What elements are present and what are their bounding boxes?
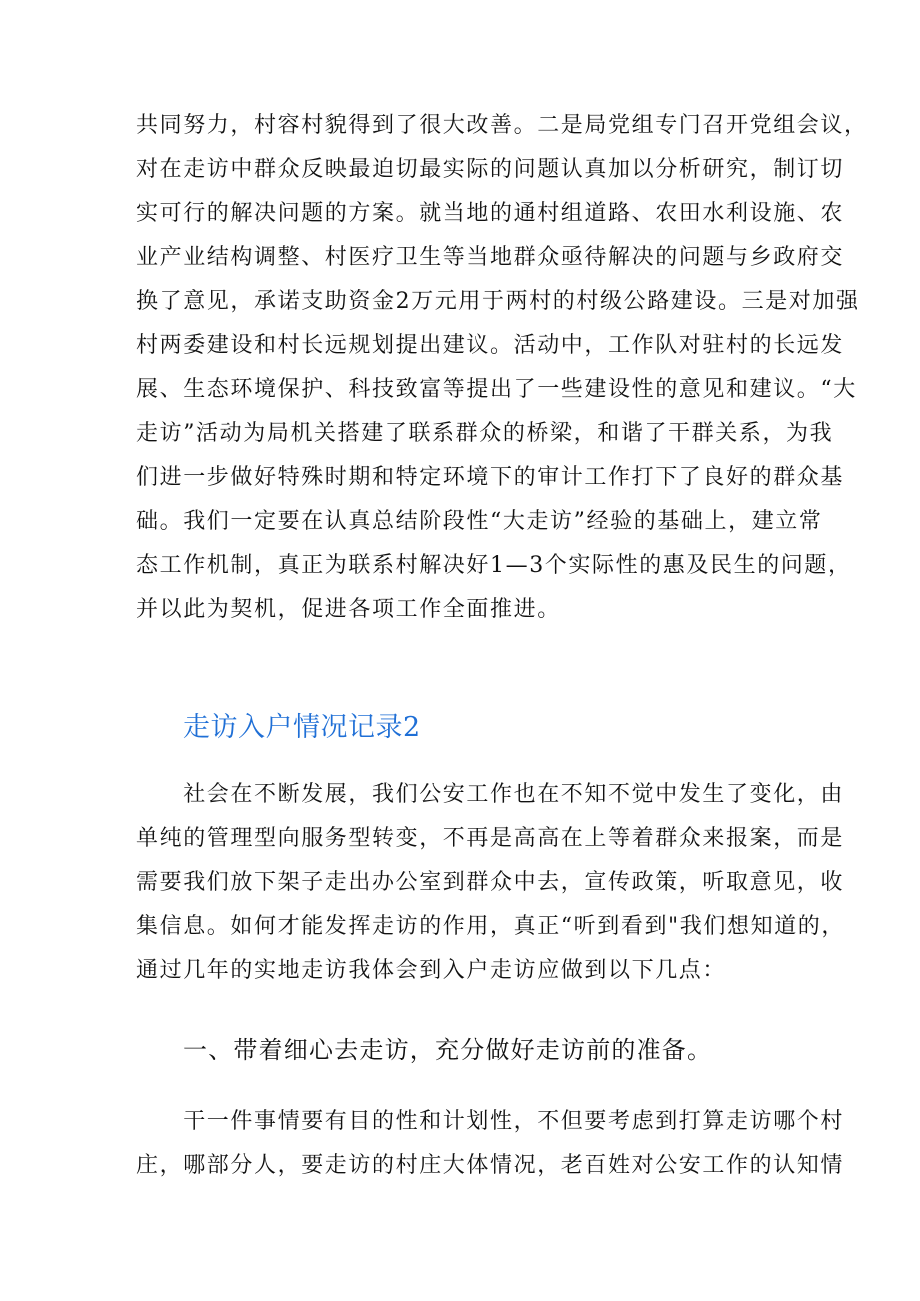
text-line: 共同努力，村容村貌得到了很大改善。二是局党组专门召开党组会议， [136,113,868,138]
text-line: 集信息。如何才能发挥走访的作用，真正“听到看到"我们想知道的， [136,914,845,939]
text-line: 态工作机制，真正为联系村解决好1—3个实际性的惠及民生的问题， [136,553,852,578]
section-heading: 走访入户情况记录2 [183,712,421,743]
text-line: 换了意见，承诺支助资金2万元用于两村的村级公路建设。三是对加强 [136,289,860,314]
text-line: 们进一步做好特殊时期和特定环境下的审计工作打下了良好的群众基 [136,465,845,490]
text-line: 业产业结构调整、村医疗卫生等当地群众亟待解决的问题与乡政府交 [136,245,845,270]
paragraph-2 [136,773,845,993]
paragraph-3 [136,1100,845,1188]
text-line: 并以此为契机，促进各项工作全面推进。 [136,597,561,622]
text-line: 对在走访中群众反映最迫切最实际的问题认真加以分析研究，制订切 [136,157,845,182]
text-line: 干一件事情要有目的性和计划性，不但要考虑到打算走访哪个村 [136,1109,845,1134]
paragraph-1 [136,104,868,632]
text-line: 需要我们放下架子走出办公室到群众中去，宣传政策，听取意见，收 [136,870,845,895]
text-line: 展、生态环境保护、科技致富等提出了一些建设性的意见和建议。“大 [136,377,857,402]
text-line: 实可行的解决问题的方案。就当地的通村组道路、农田水利设施、农 [136,201,845,226]
text-line: 社会在不断发展，我们公安工作也在不知不觉中发生了变化，由 [136,782,845,807]
text-line: 走访”活动为局机关搭建了联系群众的桥梁，和谐了干群关系，为我 [136,421,834,446]
text-line: 通过几年的实地走访我体会到入户走访应做到以下几点： [136,958,727,983]
text-line: 村两委建设和村长远规划提出建议。活动中，工作队对驻村的长远发 [136,333,845,358]
subheading: 一、带着细心去走访，充分做好走访前的准备。 [183,1036,713,1064]
text-line: 庄，哪部分人，要走访的村庄大体情况，老百姓对公安工作的认知情 [136,1153,845,1178]
text-line: 单纯的管理型向服务型转变，不再是高高在上等着群众来报案，而是 [136,826,845,851]
text-line: 础。我们一定要在认真总结阶段性“大走访”经验的基础上，建立常 [136,509,823,534]
